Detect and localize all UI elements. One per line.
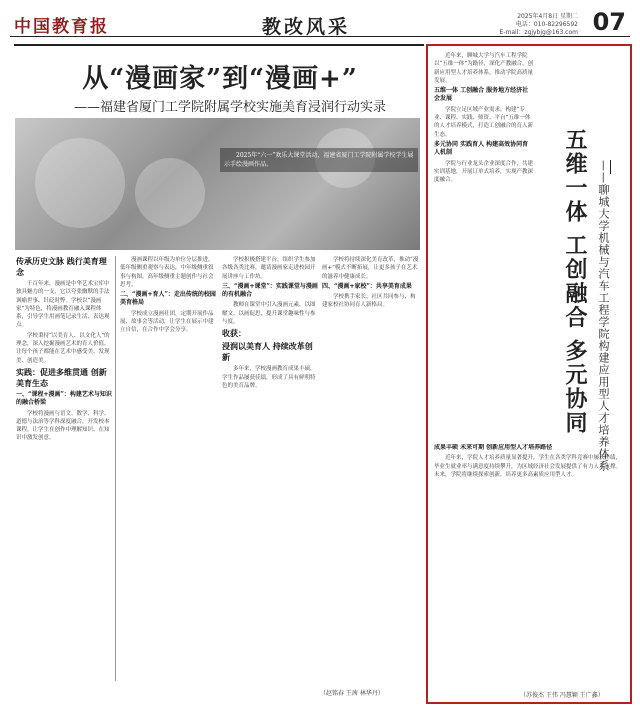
article-column-2	[120, 256, 216, 686]
paragraph: 漫画课程以年级为单位分层推进，低年级侧重观察与表达，中年级侧重叙事与构图，高年级侧重主题创作与社会思考。	[120, 257, 214, 288]
section-heading: 二、“漫画+育人”：走出传统的校园美育格局	[120, 291, 216, 307]
issue-phone: 电话：010-82296592	[515, 21, 578, 28]
sidebar-byline: （苏俊杰 王伟 冯慧颖 王广鑫）	[520, 692, 604, 699]
sidebar-intro-column	[434, 52, 534, 438]
section-heading: 多元协同 实践育人 构建高效协同育人机制	[434, 140, 529, 157]
paragraph: 学校将漫画与语文、数学、科学、道德与法治等学科深度融合，开发校本课程，让学生在创作中理解知识、在知识中激发创意。	[16, 410, 110, 442]
paragraph: 学校携手家长、社区共同参与，构建家校社协同育人新格局。	[322, 294, 416, 309]
sidebar-subtitle: ——聊城大学机械与汽车工程学院构建应用型人才培养体系	[597, 160, 610, 472]
sidebar-body	[434, 444, 624, 684]
paragraph: 近年来，学院人才培养质量显著提升，学生在各类学科竞赛中屡获佳绩，毕业生就业率与满意度持续攀升，为区域经济社会发展提供了有力人才支撑。未来，学院将继续探索创新，培养更多高素质应用型人才。	[434, 455, 622, 478]
column-divider	[115, 256, 116, 681]
paragraph: 近年来，聊城大学与汽车工程学院以“五维一体”为路径，深化产教融合，创新应用型人才培养体系，推动学院高质量发展。	[434, 53, 534, 84]
paragraph: 学院立足区域产业需求，构建“专业、课程、实践、师资、平台”五维一体的人才培养模式，打造工创融合的育人新生态。	[434, 106, 534, 138]
paragraph: 千百年来，漫画是中华艺术宝库中独具魅力的一支，它以夸张幽默的手法讽喻世事、针砭时弊。学校以“漫画家”为特色，将漫画教育融入课程体系，引导学生用画笔记录生活、表达观点。	[16, 281, 110, 329]
paper-name: 中国教育报	[14, 17, 109, 37]
paragraph: 教师在课堂中引入漫画元素，以图解文、以画促思，提升课堂趣味性与参与度。	[222, 302, 316, 326]
column-subhead: 传承历史文脉 践行美育理念	[16, 256, 107, 277]
article-photo	[15, 118, 420, 250]
paragraph: 学校积极搭建平台，组织学生参加各级各类比赛，邀请漫画家走进校园开展讲座与工作坊。	[222, 257, 316, 280]
section-heading: 一、“课程+漫画”：构建艺术与知识的融合桥梁	[16, 390, 112, 407]
column-subhead: 收获：	[222, 328, 246, 339]
masthead	[10, 10, 630, 37]
section-heading: 成果丰硕 未来可期 创新应用型人才培养路径	[434, 444, 553, 451]
issue-email: E-mail：zgjybjg@163.com	[499, 29, 578, 36]
column-subhead: 实践：促进多维贯通 创新美育生态	[16, 366, 107, 388]
issue-date: 2025年4月8日 星期二	[517, 13, 578, 20]
article-subtitle: ——福建省厦门工学院附属学校实施美育浸润行动实录	[73, 100, 386, 115]
top-rule	[14, 44, 424, 46]
paragraph: 多年来，学校漫画教育成果丰硕，学生作品屡获佳绩，形成了具有鲜明特色的美育品牌。	[222, 366, 316, 389]
paragraph: 学校成立漫画社团，定期开展作品展、故事会等活动，让学生在展示中建立自信，在合作中学会分享。	[120, 310, 214, 334]
paragraph: 学院与行业龙头企业深度合作，共建实训基地，开展订单式培养，实现产教深度融合。	[434, 160, 534, 184]
paragraph: 学校秉持“以美育人、以文化人”的理念，深入挖掘漫画艺术的育人价值，让每个孩子都能在艺术中感受美、发现美、创造美。	[16, 332, 110, 364]
issue-info	[500, 13, 578, 37]
article-column-3	[222, 256, 318, 686]
sidebar-title: 五维一体 工创融合 多元协同	[562, 128, 588, 436]
section-heading: 五维一体 工创融合 服务地方经济社会发展	[434, 87, 529, 103]
article-column-4	[322, 256, 420, 686]
article-title: 从“漫画家”到“漫画+”	[82, 64, 358, 94]
article-column-1	[16, 256, 112, 686]
section-heading: 四、“漫画+家校”：共享美育成果	[322, 282, 412, 290]
page-number: 07	[592, 8, 626, 36]
column-subhead: 浸润以美育人 持续改革创新	[222, 341, 313, 363]
section-title: 教改风采	[262, 16, 351, 38]
article-byline: （赵铭春 王茜 林华丹）	[320, 690, 384, 697]
paragraph: 学校将持续深化美育改革，推动“漫画+”模式不断拓展，让更多孩子在艺术的滋养中健康成长。	[322, 257, 419, 280]
section-heading: 三、“漫画+课堂”：实践课堂与漫画的有机融合	[222, 282, 318, 299]
photo-caption: 2025年“六一”欢乐大课堂活动，福建省厦门工学院附属学校学生展示手绘漫画作品。	[220, 148, 418, 172]
